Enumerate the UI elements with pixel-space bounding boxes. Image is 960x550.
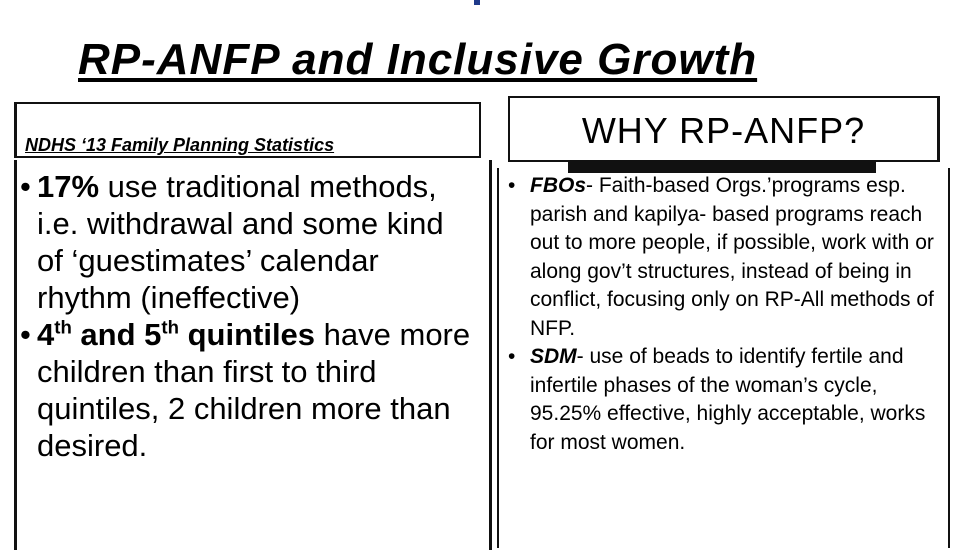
left-bullet-item-1 [20, 168, 475, 316]
left-panel-header-text: NDHS ‘13 Family Planning Statistics [25, 135, 335, 155]
quintile-label-4: 4 [37, 317, 55, 352]
left-panel-header [14, 102, 481, 158]
ordinal-suffix: th [161, 316, 179, 338]
left-bullet-item-2 [20, 316, 475, 464]
right-bullet-list [506, 172, 946, 457]
term-fbos: FBOs [530, 174, 587, 197]
bullet-dot: • [508, 345, 516, 368]
bullet-dot: • [508, 174, 516, 197]
slide-title: RP-ANFP and Inclusive Growth [78, 35, 758, 84]
bullet-dot: • [20, 317, 31, 352]
stat-percentage: 17% [37, 169, 100, 204]
bullet-dot: • [20, 169, 31, 204]
right-bullet-item-2 [506, 343, 946, 457]
quintile-label-5: and 5 [71, 317, 162, 352]
left-bullet-list [20, 168, 475, 464]
bullet-text: use traditional methods, i.e. withdrawal and some kind of ‘guestimates’ calendar rhythm (ineffective) [37, 169, 444, 315]
bullet-text: - use of beads to identify fertile and infertile phases of the woman’s cycle, 95.25% effective, highly acceptable, works for most women. [530, 345, 926, 454]
top-edge-mark [474, 0, 480, 5]
ordinal-suffix: th [54, 316, 72, 338]
bullet-text: have more children than first to third quintiles, 2 children more than desired. [37, 317, 471, 463]
quintiles-word: quintiles [178, 317, 316, 352]
right-panel-header [508, 96, 940, 162]
right-bullet-item-1 [506, 172, 946, 343]
right-panel-header-text: WHY RP-ANFP? [581, 110, 866, 151]
term-sdm: SDM [530, 345, 577, 368]
bullet-text: - Faith-based Orgs.’programs esp. parish and kapilya- based programs reach out to more people, if possible, work with or along gov’t structures, instead of being in conflict, focusing only on RP-All methods of NFP. [530, 174, 934, 340]
